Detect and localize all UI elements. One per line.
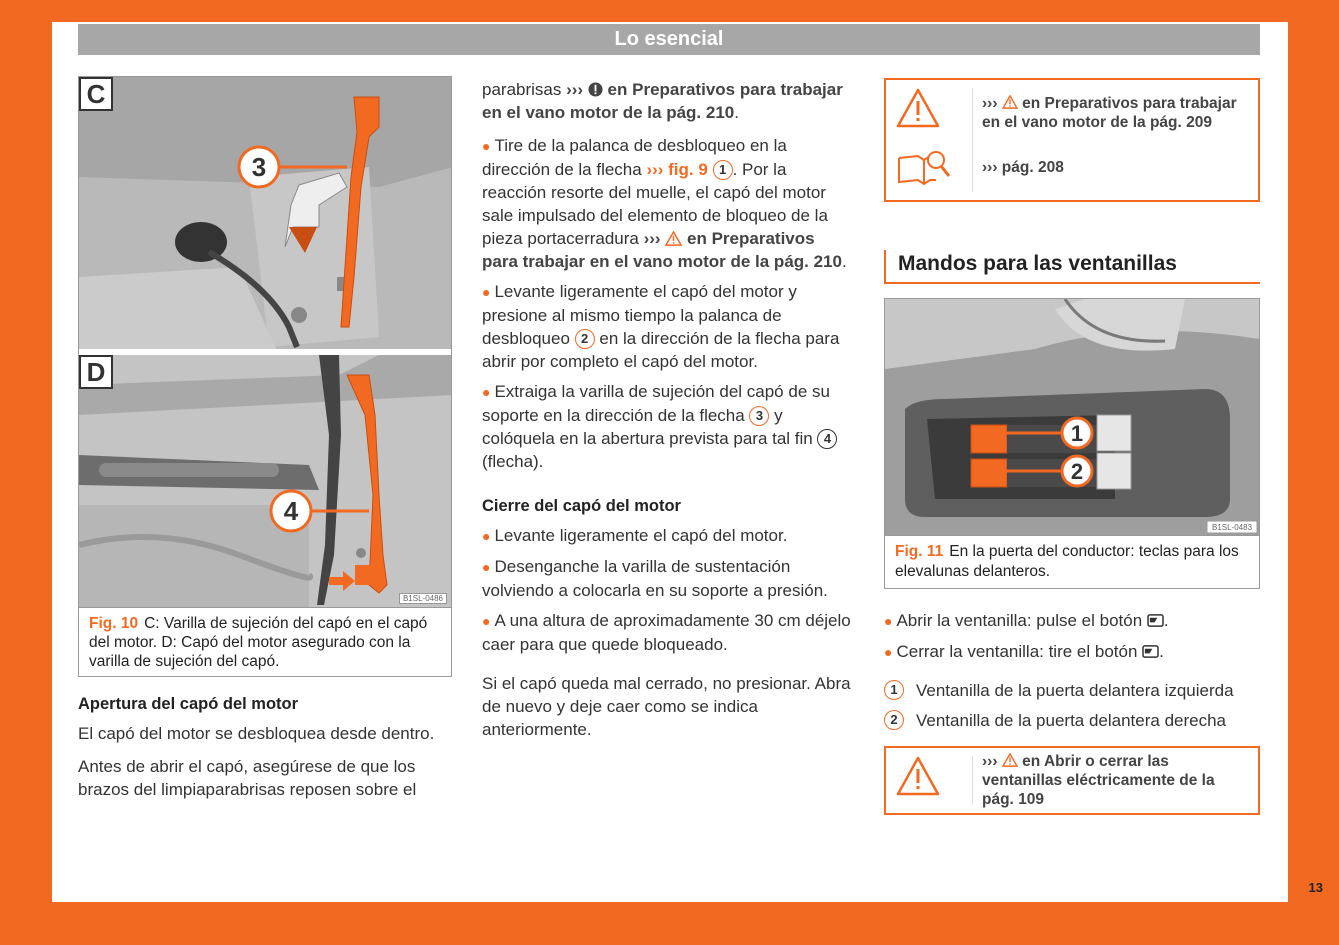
warning-triangle-icon (896, 756, 940, 796)
bullet-dot-icon: ● (482, 613, 491, 629)
warning-row (982, 752, 1250, 809)
bullet-item: ● Extraiga la varilla de sujeción del capó de su soporte en la dirección de la flecha 3 y colóquela en la abertura prevista para tal fin 4 (flecha). (482, 380, 854, 473)
paragraph-intro: parabrisas ››› en Preparativos para trabajar en el vano motor de la pág. 210. (482, 80, 843, 122)
figure-11-caption (885, 535, 1259, 588)
bullet-item: ● A una altura de aproximadamente 30 cm déjelo caer para que quede bloqueado. (482, 611, 851, 654)
bullet-item: ● Desenganche la varilla de sustentación volviendo a colocarla en su soporte a presión. (482, 557, 828, 600)
number-circle: 3 (749, 406, 769, 426)
number-circle: 2 (884, 710, 904, 730)
page-number: 13 (1308, 880, 1323, 895)
bullet-dot-icon: ● (884, 613, 893, 629)
page (52, 22, 1288, 902)
hood-rod-illustration-c (79, 77, 451, 355)
column-right (884, 78, 1260, 815)
callout-1: 1 (1070, 421, 1084, 446)
column-left (78, 76, 452, 811)
bullet-dot-icon: ● (482, 559, 491, 575)
figure-ref-link[interactable]: ››› fig. 9 (646, 160, 708, 179)
bullet-item: ● Levante ligeramente el capó del motor y presione al mismo tiempo la palanca de desbloqueo 2 en la dirección de la flecha para abrir por completo el capó del motor. (482, 282, 840, 371)
bullet-item: ● Levante ligeramente el capó del motor. (482, 526, 788, 545)
warning-triangle-icon (665, 231, 682, 246)
door-switch-illustration (885, 299, 1259, 535)
window-button-icon (1142, 644, 1159, 659)
figure-panel-c (79, 77, 451, 355)
number-circle: 4 (817, 429, 837, 449)
list-item: 2 Ventanilla de la puerta delantera derecha (884, 709, 1260, 732)
book-magnifier-icon (896, 148, 952, 188)
warning-text: ››› en Preparativos para trabajar en el vano motor de la pág. 209 (982, 95, 1237, 131)
panel-letter-c: C (79, 77, 113, 111)
window-button-icon (1147, 613, 1164, 628)
bullet-item: ● Tire de la palanca de desbloqueo en la dirección de la flecha ››› fig. 9 1 . Por la reacción resorte del muelle, el capó del motor sale impulsado del elemento de bloqueo de la pieza portacerradura ››› en Preparativos para trabajar en el vano motor de la pág. 210. (482, 136, 847, 271)
warning-box (884, 78, 1260, 202)
figure-number: Fig. 10 (89, 615, 139, 632)
bullet-dot-icon: ● (482, 528, 491, 544)
list-item: 1 Ventanilla de la puerta delantera izquierda (884, 679, 1260, 702)
number-circle: 2 (575, 329, 595, 349)
warning-box (884, 746, 1260, 815)
hood-rod-illustration-d (79, 355, 451, 607)
bullet-item: ● Abrir la ventanilla: pulse el botón . (884, 611, 1169, 630)
bullet-item: ● Cerrar la ventanilla: tire el botón . (884, 642, 1164, 661)
warning-triangle-icon (896, 88, 940, 128)
panel-letter-d: D (79, 355, 113, 389)
warning-row (982, 140, 1250, 194)
heading-cierre: Cierre del capó del motor (482, 497, 681, 515)
figure-code: B1SL-0483 (1211, 523, 1253, 532)
bullet-dot-icon: ● (482, 284, 491, 300)
column-middle (482, 78, 854, 751)
caption-text: En la puerta del conductor: teclas para los elevalunas delanteros. (895, 543, 1239, 580)
bullet-dot-icon: ● (884, 644, 893, 660)
cross-ref-link[interactable]: en Abrir o cerrar las ventanillas eléctricamente de la pág. 109 (982, 753, 1215, 808)
section-title: Mandos para las ventanillas (884, 250, 1260, 284)
figure-number: Fig. 11 (895, 543, 944, 560)
cross-ref-arrows[interactable]: ››› (566, 80, 584, 99)
figure-panel-d (79, 355, 451, 607)
page-header: Lo esencial (78, 24, 1260, 55)
warning-row (982, 86, 1250, 140)
paragraph: Antes de abrir el capó, asegúrese de que los brazos del limpiaparabrisas reposen sobre el (78, 757, 417, 799)
cross-ref-link[interactable]: en Preparativos para trabajar en el vano motor de la pág. 210 (482, 80, 843, 122)
caption-text: C: Varilla de sujeción del capó en el capó del motor. D: Capó del motor asegurado con la varilla de sujeción del capó. (89, 615, 428, 670)
cross-ref-link[interactable]: en Preparativos para trabajar en el vano motor de la pág. 209 (982, 95, 1237, 131)
paragraph: Si el capó queda mal cerrado, no presionar. Abra de nuevo y deje caer como se indica anteriormente. (482, 674, 851, 739)
divider (972, 88, 973, 192)
callout-4: 4 (283, 496, 299, 526)
figure-code: B1SL-0486 (399, 593, 447, 604)
bullet-dot-icon: ● (482, 138, 491, 154)
heading-apertura: Apertura del capó del motor (78, 695, 299, 713)
callout-2: 2 (1070, 459, 1084, 484)
figure-11 (884, 298, 1260, 589)
warning-triangle-icon (1002, 95, 1018, 109)
callout-3: 3 (251, 152, 267, 182)
divider (972, 756, 973, 805)
exclamation-circle-icon (588, 82, 603, 97)
window-controls-illustration (885, 299, 1259, 535)
number-circle: 1 (884, 680, 904, 700)
paragraph: El capó del motor se desbloquea desde dentro. (78, 724, 435, 743)
warning-triangle-icon (1002, 753, 1018, 767)
cross-ref-link[interactable]: en Preparativos para trabajar en el vano motor de la pág. 210 (482, 229, 842, 271)
figure-10-caption (78, 608, 452, 677)
page-ref-link[interactable]: ››› pág. 208 (982, 158, 1064, 176)
warning-text: ››› en Abrir o cerrar las ventanillas eléctricamente de la pág. 109 (982, 753, 1215, 808)
cross-ref-arrows[interactable]: ››› (643, 229, 661, 248)
number-circle: 1 (713, 160, 733, 180)
bullet-dot-icon: ● (482, 384, 491, 400)
figure-10 (78, 76, 452, 608)
